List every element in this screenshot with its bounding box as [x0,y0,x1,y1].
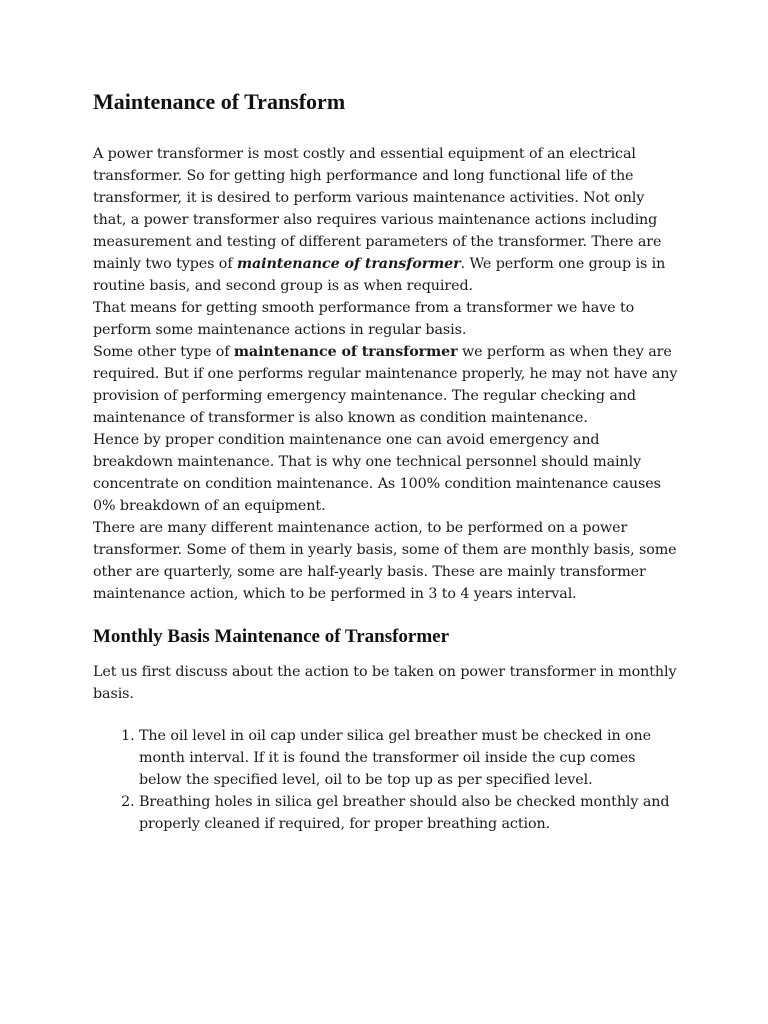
list-item: 2. Breathing holes in silica gel breather should also be checked monthly and properly cleaned if required, for proper breathing action. [139,791,678,835]
page-title: Maintenance of Transform [93,89,346,114]
intro-paragraph-4: Hence by proper condition maintenance one can avoid emergency and breakdown maintenance. That is why one technical personnel should mainly concentrate on condition maintenance. As 100% condition maintenance causes 0% breakdown of an equipment. [93,432,661,514]
intro-text: . We perform one group is in routine basis, and second group is as when required. [93,256,666,294]
bold-term: maintenance of transformer [233,344,458,360]
intro-paragraph-5: There are many different maintenance action, to be performed on a power transformer. Some of them in yearly basis, some of them are monthly basis, some other are quarterly, some are half-yearly basis. These are mainly transformer maintenance action, which to be performed in 3 to 4 years interval. [93,520,677,602]
intro-paragraph-2: That means for getting smooth performance from a transformer we have to perform some maintenance actions in regular basis. [93,300,635,338]
intro-text: A power transformer is most costly and essential equipment of an electrical transformer. So for getting high performance and long functional life of the transformer, it is desired to perform various maintenance activities. Not only that, a power transformer also requires various maintenance actions including measurement and testing of different parameters of the transformer. There are mainly two types of [93,146,662,272]
list-item: 1. The oil level in oil cap under silica gel breather must be checked in one month interval. If it is found the transformer oil inside the cup comes below the specified level, oil to be top up as per specified level. [139,725,678,791]
intro-text: we perform as when they are required. But if one performs regular maintenance properly, he may not have any provision of performing emergency maintenance. The regular checking and maintenance of transformer is also known as condition maintenance. [93,344,678,426]
monthly-lead-paragraph: Let us first discuss about the action to be taken on power transformer in monthly basis. [93,664,677,702]
section-heading-monthly: Monthly Basis Maintenance of Transformer [93,626,450,647]
monthly-maintenance-list [93,725,678,835]
intro-text: Some other type of [93,344,234,360]
intro-paragraph-3 [93,341,678,429]
document-page [93,88,678,835]
emphasized-term: maintenance of transformer [236,256,461,272]
intro-paragraph-1 [93,143,678,297]
